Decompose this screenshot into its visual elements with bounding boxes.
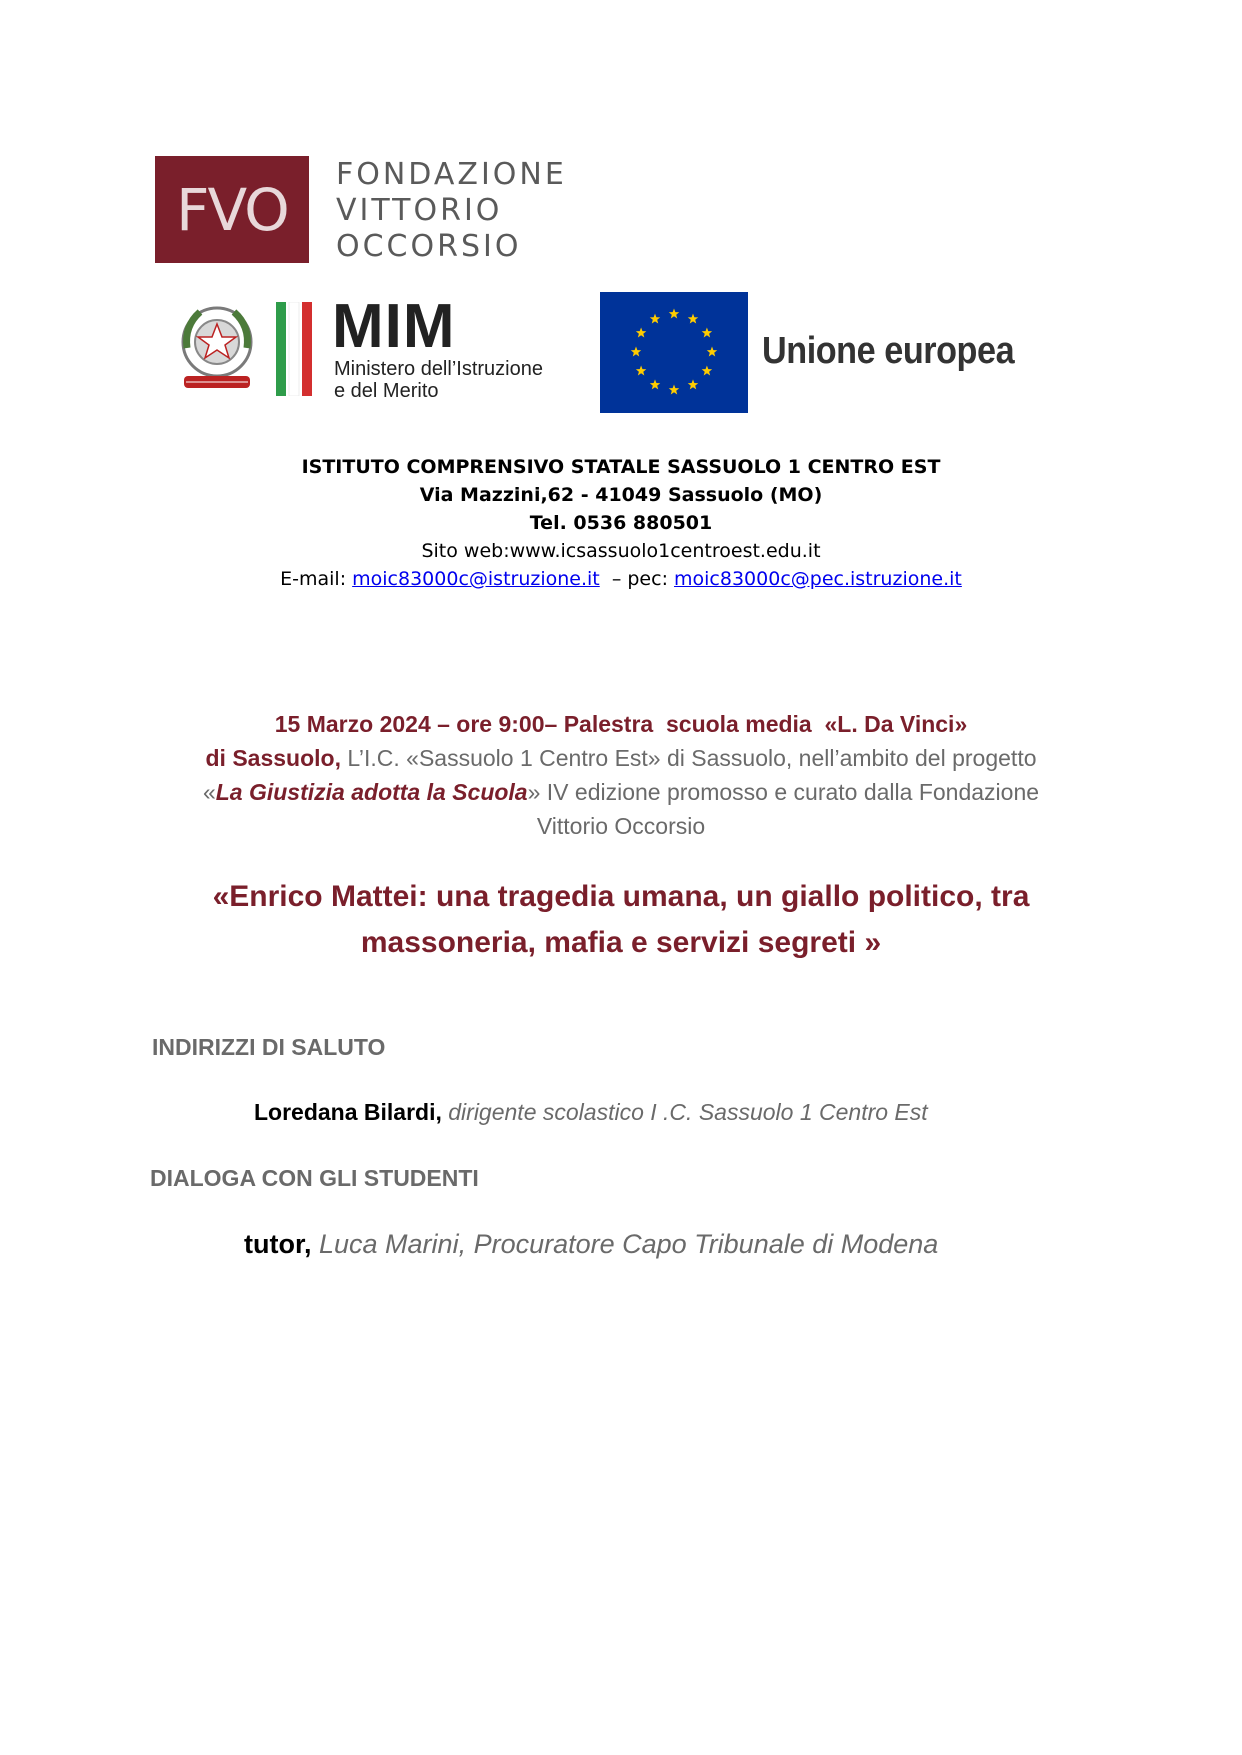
tutor-name: Luca Marini, Procuratore Capo Tribunale di Modena [311,1229,939,1259]
fvo-logo-line-3: OCCORSIO [336,229,522,264]
event-title-line-2: massoneria, mafia e servizi segreti » [360,926,882,959]
fvo-logo-line-1: FONDAZIONE [336,157,567,192]
event-line-3 [0,775,1242,809]
mim-ministry-line-2: e del Merito [334,380,439,402]
institute-phone: Tel. 0536 880501 [529,512,713,534]
pec-label: – pec: [599,568,675,590]
mim-acronym: MIM [332,292,456,361]
institute-address: Via Mazzini,62 - 41049 Sassuolo (MO) [419,484,823,506]
greeter-role: dirigente scolastico I .C. Sassuolo 1 Centro Est [441,1099,928,1125]
eu-flag-icon [600,292,748,413]
project-description: » IV edizione promosso e curato dalla Fondazione [527,779,1040,805]
project-open-quote: « [202,779,216,805]
pec-link[interactable]: moic83000c@pec.istruzione.it [674,568,962,590]
fvo-logo-line-2: VITTORIO [336,193,503,228]
fvo-logo-mark [155,156,309,263]
event-title [0,874,1242,966]
dialogue-heading: DIALOGA CON GLI STUDENTI [150,1165,479,1191]
event-title-line-1: «Enrico Mattei: una tragedia umana, un giallo politico, tra [212,880,1030,913]
institute-name: ISTITUTO COMPRENSIVO STATALE SASSUOLO 1 CENTRO EST [301,456,941,478]
event-line-4: Vittorio Occorsio [536,813,706,839]
institute-contacts [0,565,1242,593]
greeter-name: Loredana Bilardi, [254,1099,442,1125]
greeter-line [254,1099,928,1126]
italian-flag-icon [276,302,312,396]
eu-label: Unione europea [762,330,1015,372]
email-link[interactable]: moic83000c@istruzione.it [352,568,600,590]
mim-ministry-line-1: Ministero dell’Istruzione [334,358,543,380]
event-line-2 [0,741,1242,775]
fvo-logo-letters: FVO [176,175,288,244]
italian-republic-emblem-icon [174,298,260,398]
event-organizer-text: L’I.C. «Sassuolo 1 Centro Est» di Sassuolo, nell’ambito del progetto [340,745,1037,771]
tutor-label: tutor, [244,1229,312,1259]
tutor-line [244,1229,938,1260]
event-city: di Sassuolo, [205,745,341,771]
greetings-heading: INDIRIZZI DI SALUTO [152,1034,386,1060]
institute-website: Sito web:www.icsassuolo1centroest.edu.it [421,540,821,562]
event-date-line: 15 Marzo 2024 – ore 9:00– Palestra scuola media «L. Da Vinci» [274,711,968,737]
email-label: E-mail: [280,568,353,590]
project-name: La Giustizia adotta la Scuola [215,779,528,805]
